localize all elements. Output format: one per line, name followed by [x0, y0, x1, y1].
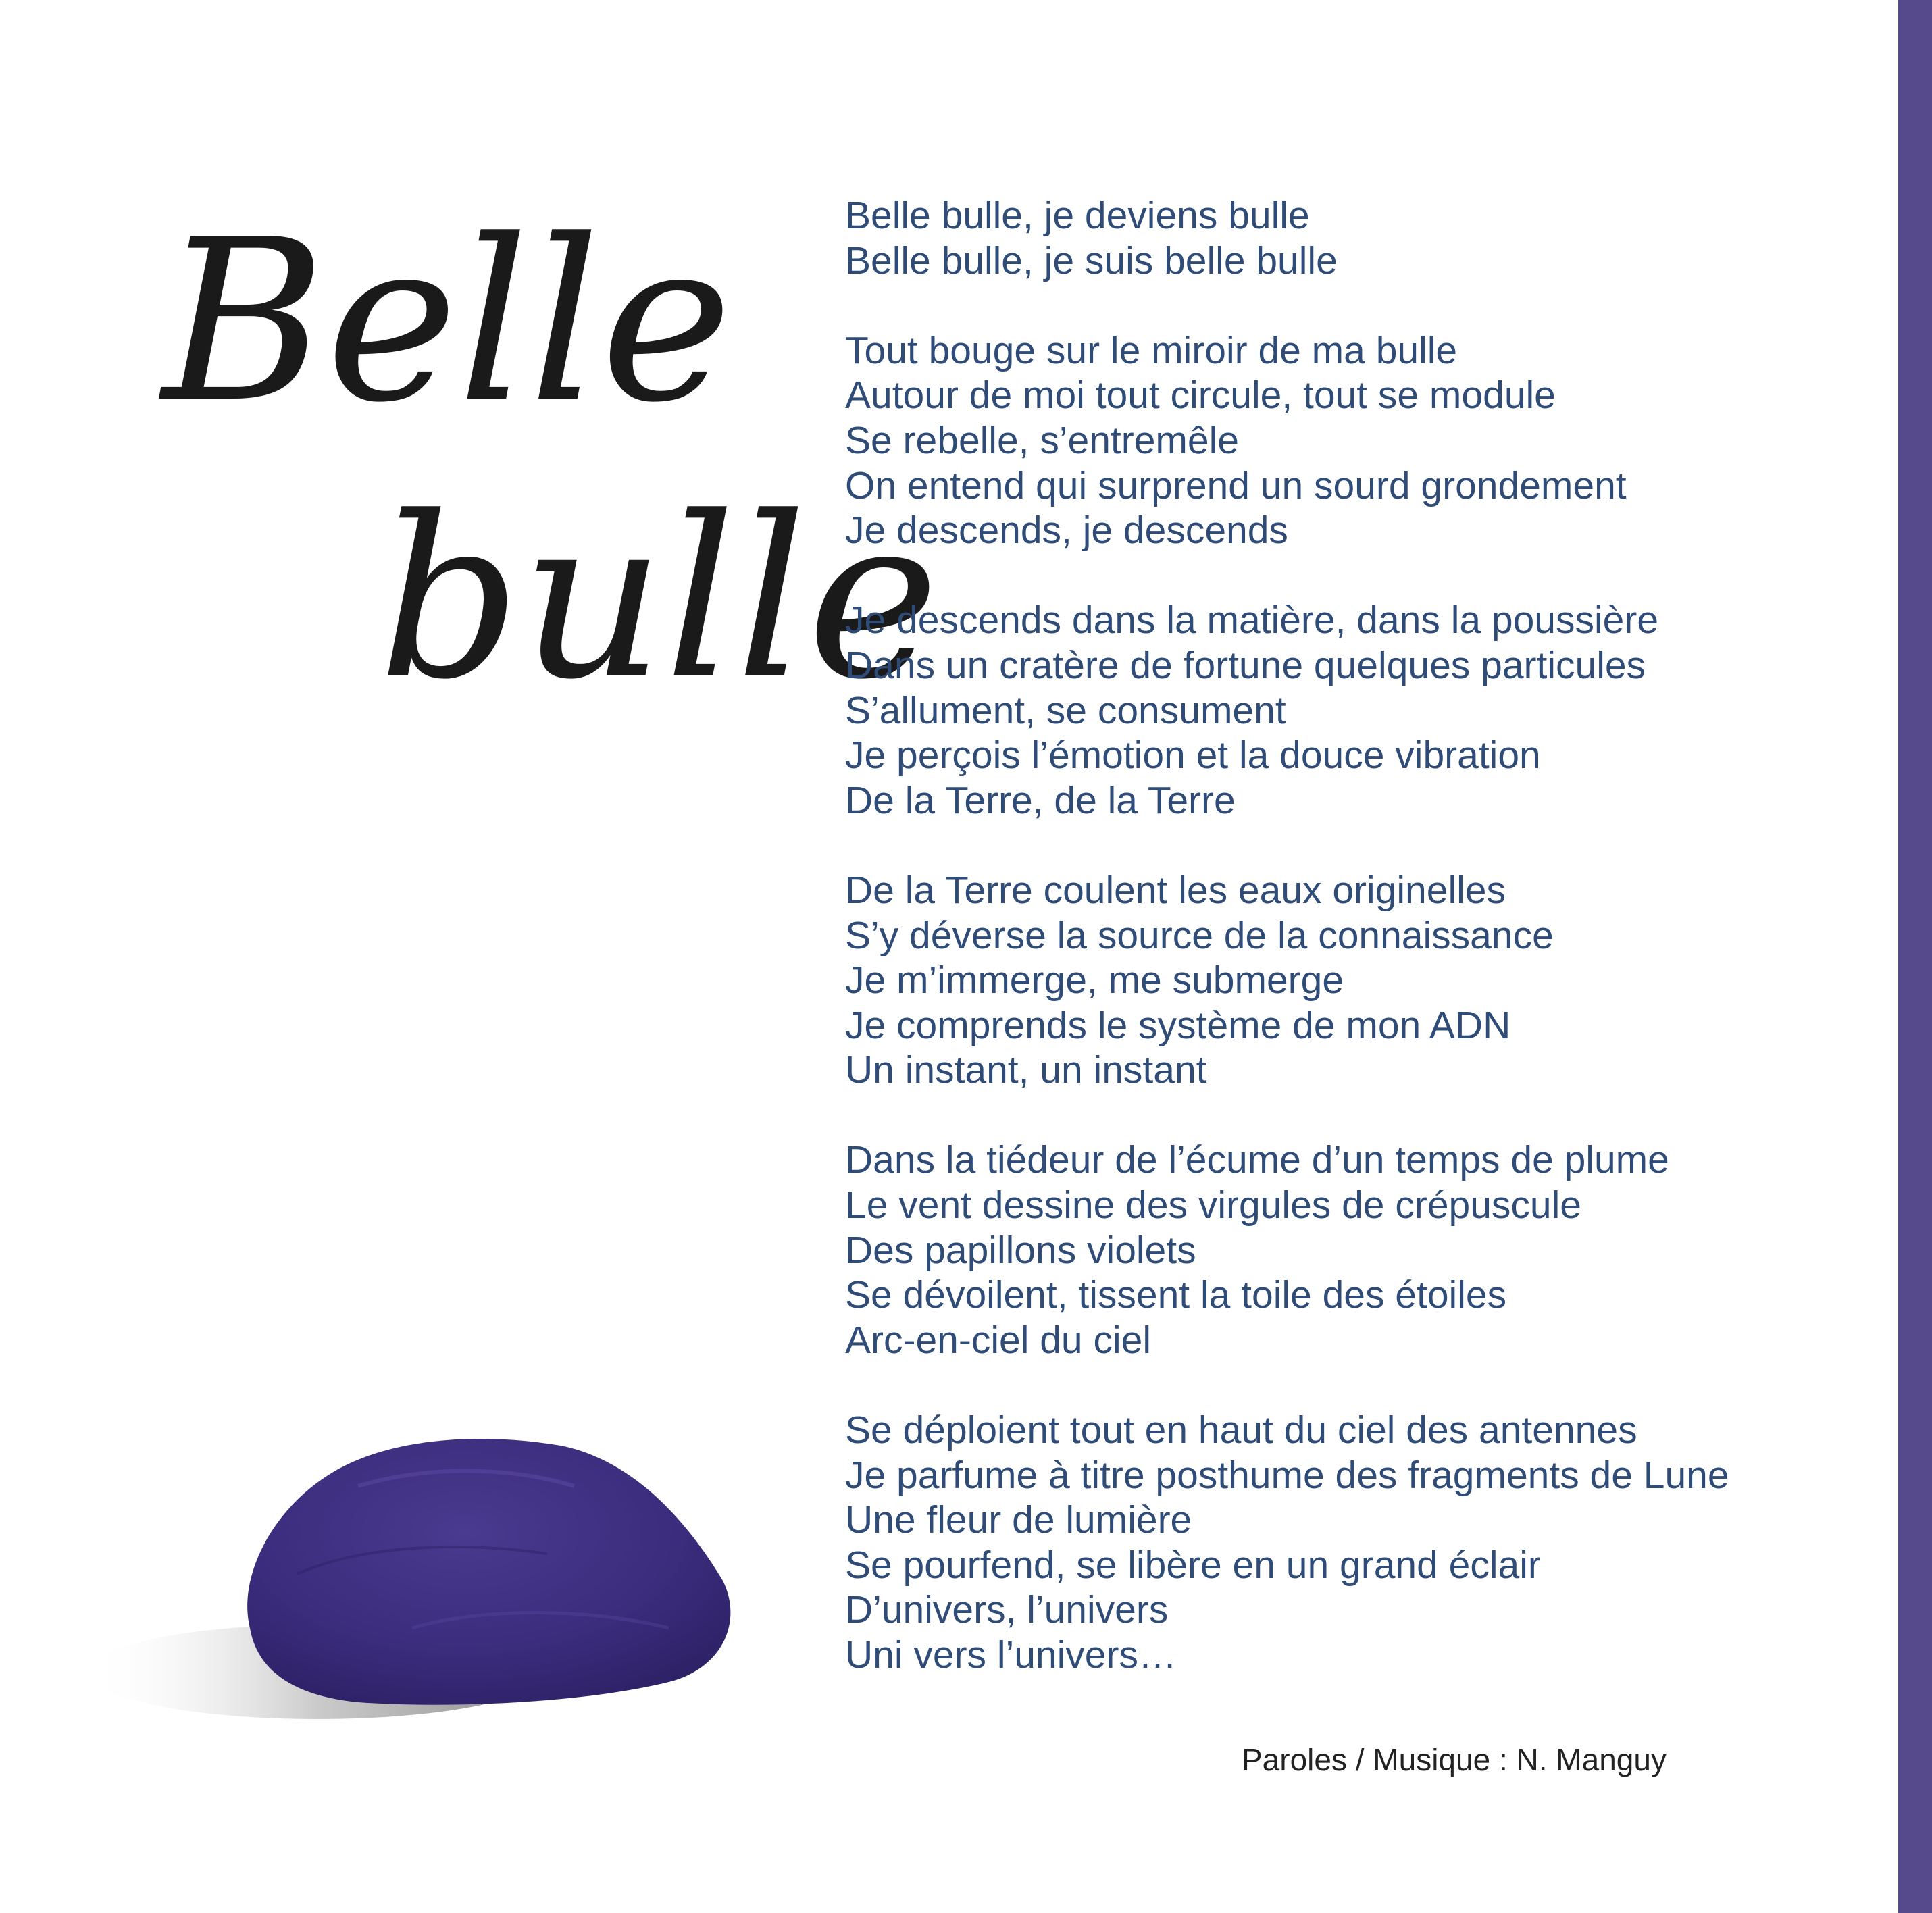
lyric-line: Je descends, je descends: [845, 509, 1288, 553]
lyric-line: Belle bulle, je deviens bulle: [845, 194, 1310, 237]
stanza: [845, 598, 1885, 823]
lyric-line: D’univers, l’univers: [845, 1588, 1169, 1632]
lyric-line: Se dévoilent, tissent la toile des étoiles: [845, 1273, 1507, 1317]
stanza: [845, 868, 1885, 1093]
lyric-line: Se pourfend, se libère en un grand éclair: [845, 1543, 1541, 1587]
lyric-line: Des papillons violets: [845, 1228, 1196, 1272]
stanza: [845, 193, 1885, 283]
lyric-line: Arc-en-ciel du ciel: [845, 1318, 1151, 1362]
lyric-line: Un instant, un instant: [845, 1048, 1207, 1092]
lyric-line: S’y déverse la source de la connaissance: [845, 913, 1554, 957]
credits: Paroles / Musique : N. Manguy: [1242, 1742, 1667, 1777]
lyrics-block: [845, 193, 1885, 1678]
handwritten-title: [155, 115, 940, 728]
lyric-line: Je parfume à titre posthume des fragments de Lune: [845, 1453, 1729, 1497]
lyric-line: Le vent dessine des virgules de crépuscule: [845, 1183, 1581, 1227]
lyric-line: Uni vers l’univers…: [845, 1633, 1177, 1677]
lyric-line: De la Terre coulent les eaux originelles: [845, 868, 1506, 912]
title-line-1: Belle: [162, 192, 733, 451]
lyric-line: Belle bulle, je suis belle bulle: [845, 238, 1338, 282]
lyric-line: Dans un cratère de fortune quelques particules: [845, 643, 1646, 687]
side-color-band: [1898, 0, 1932, 1913]
lyric-line: Dans la tiédeur de l’écume d’un temps de plume: [845, 1138, 1669, 1182]
stanza: [845, 1408, 1885, 1678]
lyric-line: Une fleur de lumière: [845, 1498, 1192, 1542]
lyric-line: De la Terre, de la Terre: [845, 778, 1236, 822]
lyric-line: On entend qui surprend un sourd grondement: [845, 463, 1627, 507]
lyric-line: Je m’immerge, me submerge: [845, 959, 1344, 1002]
lyric-line: S’allument, se consument: [845, 688, 1286, 732]
purple-stone-image: [74, 1405, 784, 1743]
lyric-line: Tout bouge sur le miroir de ma bulle: [845, 328, 1458, 372]
stanza: [845, 328, 1885, 553]
lyric-line: Je perçois l’émotion et la douce vibration: [845, 734, 1541, 777]
lyric-line: Je comprends le système de mon ADN: [845, 1003, 1511, 1047]
lyric-line: Se rebelle, s’entremêle: [845, 418, 1239, 462]
lyric-line: Je descends dans la matière, dans la poussière: [845, 598, 1659, 642]
lyric-line: Autour de moi tout circule, tout se module: [845, 374, 1556, 417]
title-line-2: bulle: [378, 469, 940, 728]
lyric-line: Se déploient tout en haut du ciel des antennes: [845, 1408, 1637, 1452]
stanza: [845, 1138, 1885, 1362]
